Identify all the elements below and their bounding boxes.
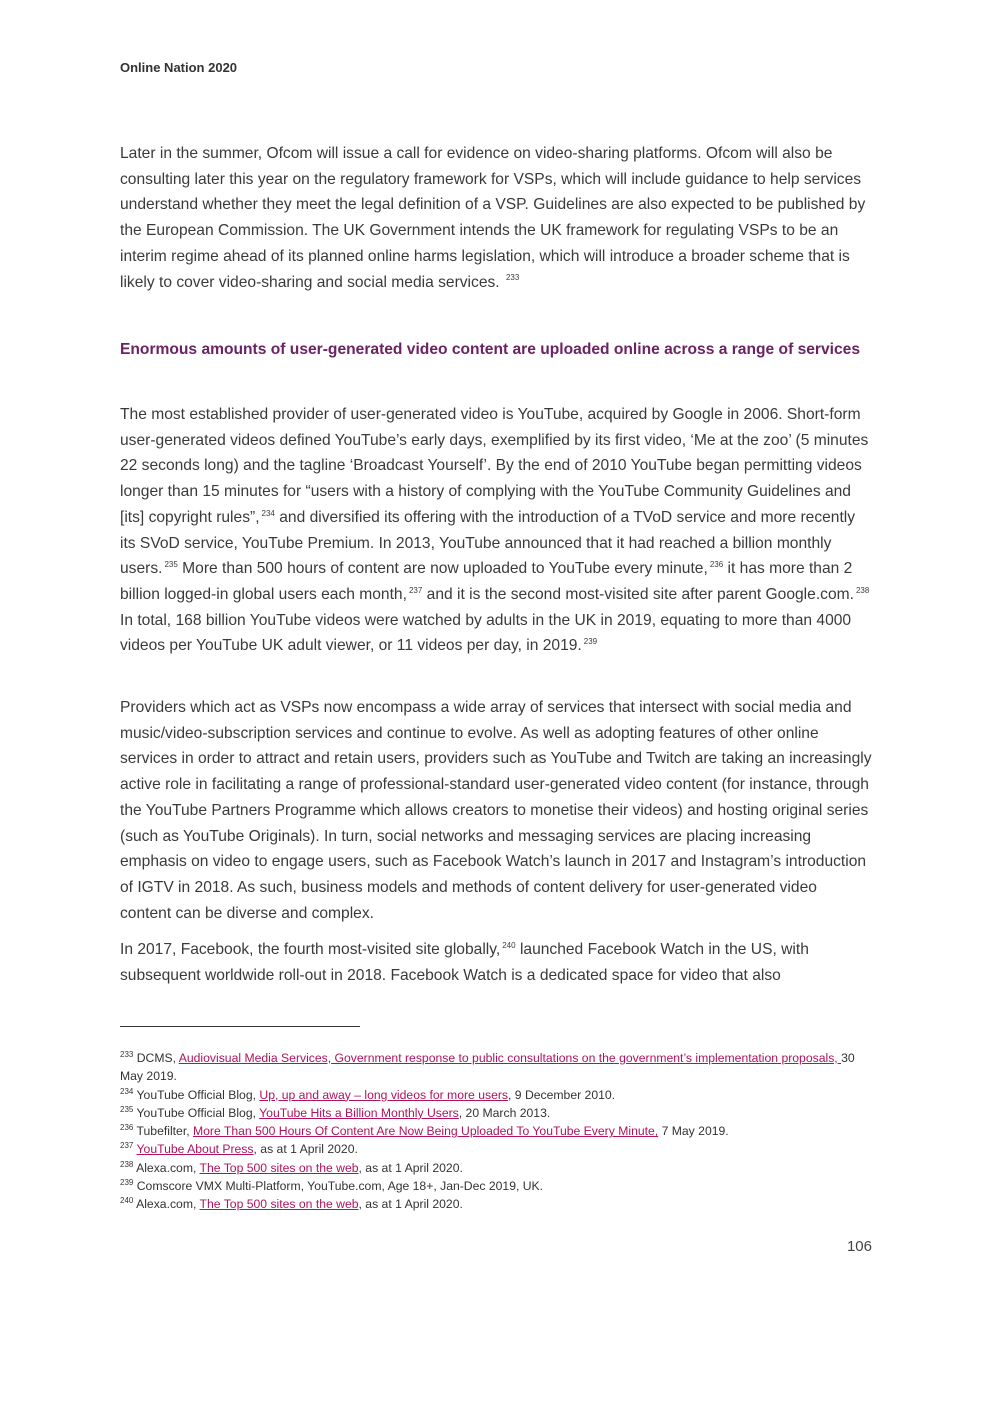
page-header-title: Online Nation 2020: [120, 60, 238, 75]
footnote-number: 238: [120, 1159, 134, 1169]
paragraph-text: More than 500 hours of content are now uploaded to YouTube every minute,: [182, 560, 708, 578]
footnote-ref[interactable]: 235: [164, 560, 178, 570]
paragraph-facebook-watch: [120, 937, 872, 988]
footnote-235: [120, 1104, 872, 1122]
footnotes-list: [120, 1049, 872, 1214]
footnote-ref[interactable]: 233: [505, 273, 520, 283]
paragraph-vsp-call-for-evidence: [120, 141, 872, 295]
footnote-ref[interactable]: 239: [583, 637, 598, 647]
paragraph-text: launched Facebook Watch in the US, with subsequent worldwide roll-out in 2018. Facebook Watch is a dedicated space for video that also: [120, 941, 809, 984]
footnote-ref[interactable]: 237: [408, 585, 423, 595]
footnote-link[interactable]: YouTube About Press: [136, 1142, 254, 1157]
footnote-source: Tubefilter,: [136, 1124, 193, 1139]
footnote-date: , as at 1 April 2020.: [253, 1142, 358, 1157]
footnote-date: 7 May 2019.: [658, 1124, 729, 1139]
footnote-link[interactable]: More Than 500 Hours Of Content Are Now Being Uploaded To YouTube Every Minute,: [192, 1124, 659, 1139]
footnote-236: [120, 1122, 872, 1140]
footnote-ref[interactable]: 238: [855, 585, 870, 595]
footnote-date: , as at 1 April 2020.: [358, 1160, 463, 1175]
footnote-date: , as at 1 April 2020.: [358, 1197, 463, 1212]
paragraph-text: Later in the summer, Ofcom will issue a call for evidence on video-sharing platforms. Ofcom will also be consulting later this year on the regulatory framework for VSPs, which will include guidance to help services understand whether they meet the legal definition of a VSP. Guidelines are also expected to be published by the European Commission. The UK Government intends the UK framework for regulating VSPs to be an interim regime ahead of its planned online harms legislation, which will introduce a broader scheme that is likely to cover video-sharing and social media services.: [120, 145, 866, 291]
footnote-date: , 9 December 2010.: [508, 1087, 616, 1102]
footnote-239: [120, 1177, 872, 1195]
section-heading: Enormous amounts of user-generated video content are uploaded online across a range of services: [120, 341, 861, 358]
footnote-source: DCMS,: [136, 1051, 179, 1065]
paragraph-text: and it is the second most-visited site after parent Google.com.: [426, 585, 854, 603]
footnote-237: [120, 1140, 872, 1158]
footnote-238: [120, 1159, 872, 1177]
footnote-divider: [120, 1026, 360, 1027]
footnote-ref[interactable]: 234: [261, 508, 275, 518]
footnote-source: YouTube Official Blog,: [136, 1087, 260, 1102]
paragraph-text: and diversified its offering with the introduction of a TVoD service and more recently its SVoD service, YouTube Premium. In 2013, YouTube announced that it had reached a billion monthly users.: [120, 508, 856, 578]
footnote-233: [120, 1049, 872, 1086]
footnote-number: 235: [120, 1104, 134, 1114]
footnote-link[interactable]: Up, up and away – long videos for more users: [259, 1087, 509, 1102]
footnote-date: 30 May 2019.: [120, 1051, 855, 1084]
footnote-date: , 20 March 2013.: [458, 1105, 551, 1120]
page-number: 106: [846, 1238, 872, 1255]
footnote-number: 239: [120, 1178, 134, 1188]
footnote-source: Alexa.com,: [136, 1160, 200, 1175]
paragraph-text: The most established provider of user-generated video is YouTube, acquired by Google in 2006. Short-form user-generated videos defined YouTube’s early days, exemplified by its first video, ‘Me at the zoo’ (5 minutes 22 seconds long) and the tagline ‘Broadcast Yourself’. By the end of 2010 YouTube began permitting videos longer than 15 minutes for “users with a history of complying with the YouTube Community Guidelines and [its] copyright rules”,: [120, 406, 869, 526]
footnote-240: [120, 1195, 872, 1213]
paragraph-text: In total, 168 billion YouTube videos were watched by adults in the UK in 2019, equating to more than 4000 videos per YouTube UK adult viewer, or 11 videos per day, in 2019.: [120, 611, 852, 655]
footnote-number: 240: [120, 1196, 134, 1206]
footnote-ref[interactable]: 240: [502, 940, 516, 950]
footnote-source: Alexa.com,: [136, 1197, 200, 1212]
paragraph-youtube-history: [120, 402, 872, 659]
footnote-source: YouTube Official Blog,: [136, 1105, 260, 1120]
footnote-number: 237: [120, 1141, 134, 1151]
footnote-link[interactable]: The Top 500 sites on the web: [199, 1160, 359, 1175]
footnote-link[interactable]: YouTube Hits a Billion Monthly Users: [259, 1105, 459, 1120]
paragraph-text: it has more than 2 billion logged-in global users each month,: [120, 560, 853, 603]
paragraph-vsp-providers: Providers which act as VSPs now encompass a wide array of services that intersect with social media and music/video-subscription services and continue to evolve. As well as adopting features of other online services in order to attract and retain users, providers such as YouTube and Twitch are taking an increasingly active role in facilitating a range of professional-standard user-generated video content (for instance, through the YouTube Partners Programme which allows creators to monetise their videos) and hosting original series (such as YouTube Originals). In turn, social networks and messaging services are placing increasing emphasis on video to engage users, such as Facebook Watch’s launch in 2017 and Instagram’s introduction of IGTV in 2018. As such, business models and methods of content delivery for user-generated video content can be diverse and complex.: [120, 699, 872, 922]
footnote-number: 236: [120, 1123, 134, 1133]
footnote-link[interactable]: The Top 500 sites on the web: [199, 1197, 359, 1212]
footnote-number: 233: [120, 1049, 134, 1059]
paragraph-text: In 2017, Facebook, the fourth most-visited site globally,: [120, 941, 501, 958]
footnote-234: [120, 1086, 872, 1104]
footnote-number: 234: [120, 1086, 134, 1096]
footnote-ref[interactable]: 236: [709, 560, 724, 570]
footnote-source: Comscore VMX Multi-Platform, YouTube.com, Age 18+, Jan-Dec 2019, UK.: [136, 1179, 544, 1194]
footnote-link[interactable]: Audiovisual Media Services, Government response to public consultations on the government’s implementation proposals,: [178, 1051, 842, 1065]
